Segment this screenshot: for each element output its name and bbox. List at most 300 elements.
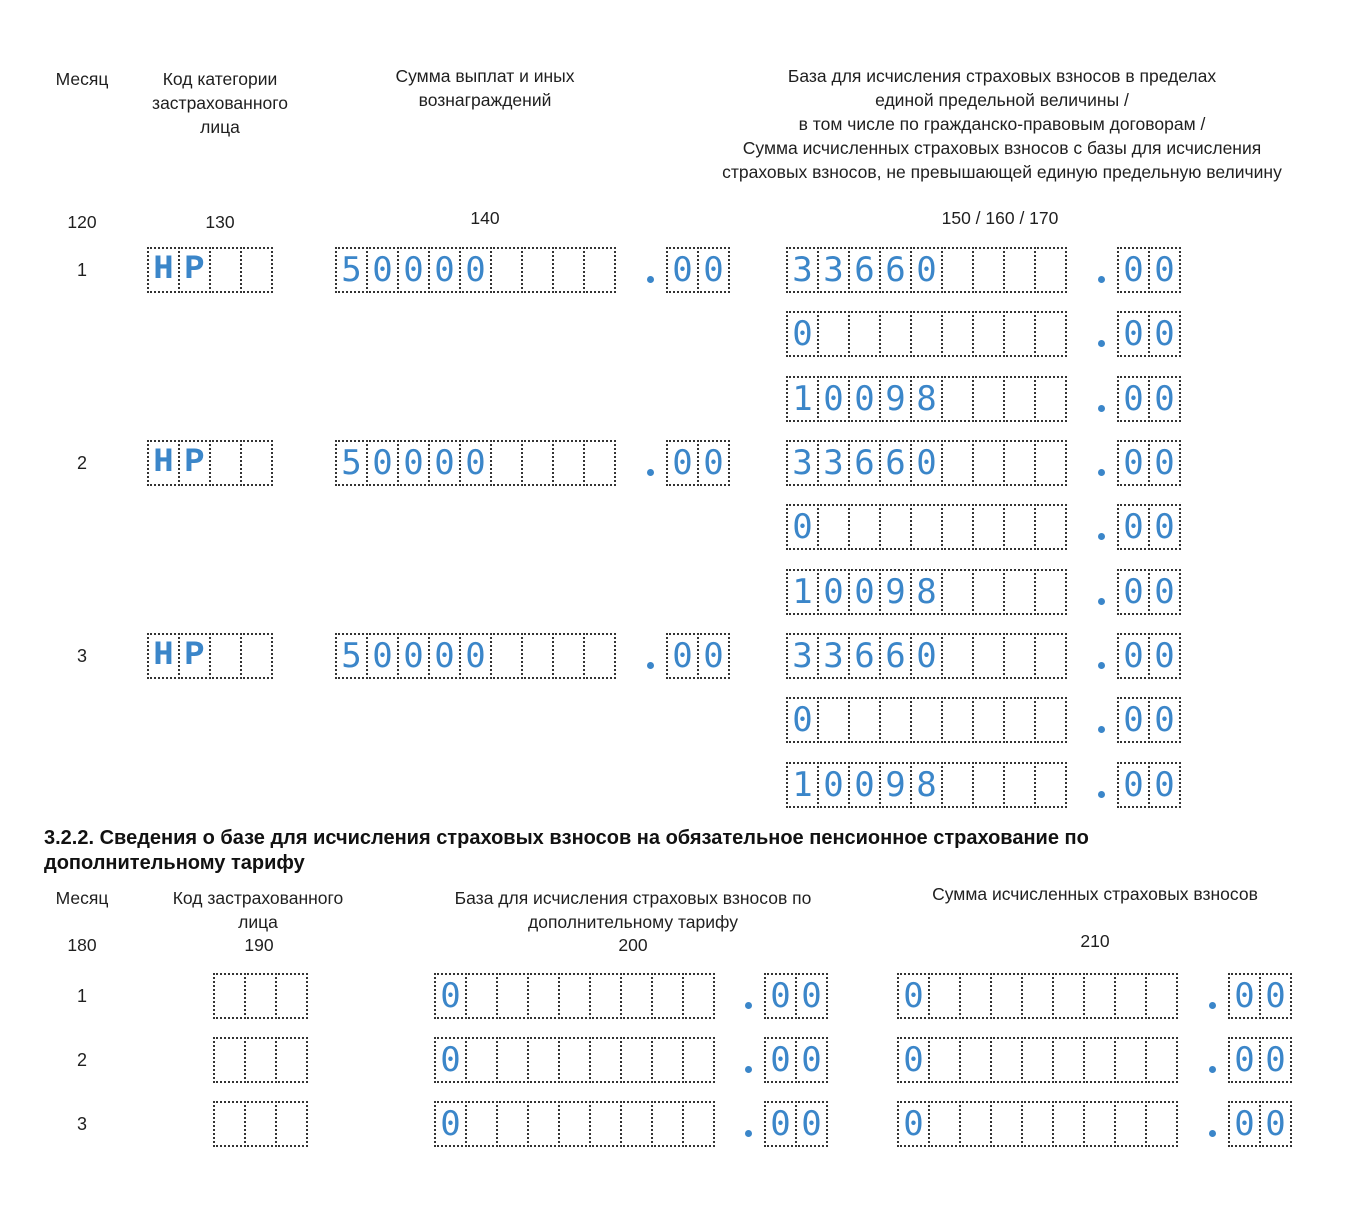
base-field-integer-cell[interactable] <box>972 762 1005 808</box>
additional-base-field-integer-cell[interactable] <box>620 973 653 1019</box>
contributions-sum-field-integer-cell[interactable] <box>1114 1037 1147 1083</box>
additional-base-field-integer-cell[interactable] <box>651 1101 684 1147</box>
base-field-decimal-cell[interactable]: 0 <box>1117 376 1150 422</box>
payments-field-integer[interactable] <box>335 247 616 293</box>
base-field-integer-cell[interactable]: 8 <box>910 376 943 422</box>
decimal-point <box>1098 726 1105 733</box>
base-field-integer[interactable] <box>786 697 1067 743</box>
category-code-field[interactable] <box>147 440 273 486</box>
header-insured-code-line: Код застрахованного <box>172 888 344 908</box>
code-120: 120 <box>67 212 97 232</box>
contributions-sum-field-integer-cell[interactable] <box>959 1101 992 1147</box>
base-field-integer-cell[interactable] <box>972 569 1005 615</box>
contributions-sum-field-integer-cell[interactable] <box>1083 1101 1116 1147</box>
contributions-sum-field-decimal-cell[interactable]: 0 <box>1228 973 1261 1019</box>
additional-base-field-integer[interactable] <box>434 1101 715 1147</box>
payments-field-integer-cell[interactable] <box>521 247 554 293</box>
contributions-sum-field-integer-cell[interactable] <box>1052 1101 1085 1147</box>
base-field-integer-cell[interactable]: 0 <box>786 504 819 550</box>
payments-field-decimal-cell[interactable]: 0 <box>666 633 699 679</box>
additional-base-field-integer-cell[interactable] <box>527 1101 560 1147</box>
insured-code-field-cell[interactable] <box>275 973 308 1019</box>
base-field-decimal[interactable] <box>1117 376 1181 422</box>
base-field-integer-cell[interactable] <box>1034 569 1067 615</box>
base-field-integer[interactable] <box>786 376 1067 422</box>
contributions-sum-field-integer-cell[interactable]: 0 <box>897 1101 930 1147</box>
payments-field-integer-cell[interactable]: 0 <box>428 247 461 293</box>
base-field-decimal-cell[interactable]: 0 <box>1117 440 1150 486</box>
base-field-decimal[interactable] <box>1117 311 1181 357</box>
additional-base-field-integer-cell[interactable] <box>682 1037 715 1083</box>
insured-code-field[interactable] <box>213 973 308 1019</box>
base-field-decimal-cell[interactable]: 0 <box>1148 311 1181 357</box>
base-field-decimal-cell[interactable]: 0 <box>1148 697 1181 743</box>
base-field-decimal[interactable] <box>1117 504 1181 550</box>
base-field-integer-cell[interactable]: 3 <box>786 440 819 486</box>
base-field-integer-cell[interactable]: 0 <box>817 762 850 808</box>
contributions-sum-field-integer-cell[interactable] <box>1114 973 1147 1019</box>
additional-base-field-integer-cell[interactable] <box>589 1037 622 1083</box>
additional-base-field-integer-cell[interactable] <box>527 973 560 1019</box>
base-field-decimal-cell[interactable]: 0 <box>1117 247 1150 293</box>
contributions-sum-field-integer-cell[interactable] <box>1083 1037 1116 1083</box>
payments-field-decimal-cell[interactable]: 0 <box>697 247 730 293</box>
category-code-field-cell[interactable] <box>240 247 273 293</box>
code-200: 200 <box>618 935 648 955</box>
base-field-decimal-cell[interactable]: 0 <box>1117 762 1150 808</box>
base-field-integer-cell[interactable] <box>848 504 881 550</box>
base-field-integer-cell[interactable] <box>1003 504 1036 550</box>
payments-field-integer-cell[interactable]: 0 <box>366 633 399 679</box>
base-field-integer-cell[interactable] <box>1003 762 1036 808</box>
payments-field-integer-cell[interactable] <box>490 440 523 486</box>
payments-field-integer-cell[interactable] <box>583 633 616 679</box>
base-field-integer-cell[interactable]: 0 <box>817 569 850 615</box>
base-field-integer-cell[interactable]: 8 <box>910 762 943 808</box>
category-code-field-cell[interactable]: Р <box>178 440 211 486</box>
code-210: 210 <box>1080 931 1110 951</box>
base-field-integer-cell[interactable] <box>1003 247 1036 293</box>
additional-base-field-decimal-cell[interactable]: 0 <box>764 1037 797 1083</box>
base-field-integer-cell[interactable] <box>817 504 850 550</box>
additional-base-field-integer-cell[interactable] <box>682 973 715 1019</box>
base-field-decimal-cell[interactable]: 0 <box>1148 762 1181 808</box>
insured-code-field[interactable] <box>213 1037 308 1083</box>
category-code-field-cell[interactable]: Н <box>147 633 180 679</box>
base-field-decimal-cell[interactable]: 0 <box>1148 376 1181 422</box>
payments-field-integer-cell[interactable] <box>583 440 616 486</box>
base-field-decimal-cell[interactable]: 0 <box>1148 504 1181 550</box>
additional-base-field-decimal-cell[interactable]: 0 <box>795 1101 828 1147</box>
month-number: 3 <box>76 646 87 666</box>
base-field-integer-cell[interactable]: 0 <box>910 440 943 486</box>
decimal-point <box>647 662 654 669</box>
base-field-integer-cell[interactable]: 6 <box>848 440 881 486</box>
base-field-integer-cell[interactable] <box>941 504 974 550</box>
additional-base-field-integer-cell[interactable] <box>496 1037 529 1083</box>
contributions-sum-field-decimal-cell[interactable]: 0 <box>1259 1101 1292 1147</box>
contributions-sum-field-decimal-cell[interactable]: 0 <box>1259 1037 1292 1083</box>
contributions-sum-field-decimal[interactable] <box>1228 1037 1292 1083</box>
additional-base-field-integer-cell[interactable] <box>496 1101 529 1147</box>
base-field-integer-cell[interactable] <box>972 247 1005 293</box>
contributions-sum-field-integer-cell[interactable] <box>1021 1101 1054 1147</box>
base-field-integer-cell[interactable]: 6 <box>848 633 881 679</box>
base-field-decimal[interactable] <box>1117 697 1181 743</box>
contributions-sum-field-integer-cell[interactable] <box>1114 1101 1147 1147</box>
decimal-point <box>1098 662 1105 669</box>
base-field-integer-cell[interactable]: 0 <box>910 247 943 293</box>
base-field-integer-cell[interactable] <box>941 247 974 293</box>
code-140: 140 <box>470 208 500 228</box>
contributions-sum-field-decimal[interactable] <box>1228 973 1292 1019</box>
contributions-sum-field-integer[interactable] <box>897 973 1178 1019</box>
base-field-integer-cell[interactable]: 0 <box>848 569 881 615</box>
base-field-integer-cell[interactable]: 3 <box>817 440 850 486</box>
base-field-integer-cell[interactable] <box>879 311 912 357</box>
payments-field-integer-cell[interactable]: 5 <box>335 440 368 486</box>
header-category-code-line: застрахованного <box>152 93 288 113</box>
contributions-sum-field-integer-cell[interactable] <box>928 1037 961 1083</box>
payments-field-integer-cell[interactable]: 0 <box>428 440 461 486</box>
additional-base-field-integer-cell[interactable] <box>682 1101 715 1147</box>
category-code-field[interactable] <box>147 247 273 293</box>
base-field-decimal-cell[interactable]: 0 <box>1148 569 1181 615</box>
base-field-integer-cell[interactable]: 3 <box>817 633 850 679</box>
additional-base-field-integer-cell[interactable] <box>651 973 684 1019</box>
base-field-integer-cell[interactable]: 0 <box>848 376 881 422</box>
base-field-integer-cell[interactable] <box>848 311 881 357</box>
base-field-integer-cell[interactable] <box>972 697 1005 743</box>
base-field-decimal-cell[interactable]: 0 <box>1117 569 1150 615</box>
base-field-integer-cell[interactable] <box>848 697 881 743</box>
contributions-sum-field-integer-cell[interactable] <box>1021 1037 1054 1083</box>
contributions-sum-field-integer-cell[interactable] <box>959 973 992 1019</box>
base-field-integer-cell[interactable]: 6 <box>879 247 912 293</box>
base-field-integer-cell[interactable]: 6 <box>879 440 912 486</box>
contributions-sum-field-integer-cell[interactable] <box>1052 973 1085 1019</box>
base-field-integer-cell[interactable] <box>941 440 974 486</box>
insured-code-field-cell[interactable] <box>244 1101 277 1147</box>
base-field-integer-cell[interactable] <box>1034 633 1067 679</box>
base-field-integer-cell[interactable] <box>910 504 943 550</box>
base-field-integer-cell[interactable]: 9 <box>879 762 912 808</box>
decimal-point <box>1098 598 1105 605</box>
base-field-integer-cell[interactable]: 9 <box>879 569 912 615</box>
additional-base-field-integer-cell[interactable] <box>496 973 529 1019</box>
category-code-field-cell[interactable] <box>209 633 242 679</box>
base-field-integer[interactable] <box>786 569 1067 615</box>
insured-code-field-cell[interactable] <box>275 1037 308 1083</box>
base-field-integer-cell[interactable]: 0 <box>848 762 881 808</box>
base-field-integer-cell[interactable]: 3 <box>817 247 850 293</box>
additional-base-field-integer-cell[interactable] <box>620 1037 653 1083</box>
insured-code-field-cell[interactable] <box>213 973 246 1019</box>
contributions-sum-field-integer-cell[interactable] <box>928 973 961 1019</box>
category-code-field-cell[interactable] <box>240 440 273 486</box>
payments-field-integer-cell[interactable]: 0 <box>397 633 430 679</box>
base-field-integer-cell[interactable] <box>972 504 1005 550</box>
category-code-field-cell[interactable]: Р <box>178 247 211 293</box>
additional-base-field-integer-cell[interactable] <box>558 973 591 1019</box>
insured-code-field-cell[interactable] <box>275 1101 308 1147</box>
additional-base-field-integer-cell[interactable] <box>620 1101 653 1147</box>
decimal-point <box>1098 533 1105 540</box>
decimal-point <box>1209 1066 1216 1073</box>
payments-field-decimal-cell[interactable]: 0 <box>666 440 699 486</box>
base-field-integer[interactable] <box>786 311 1067 357</box>
contributions-sum-field-integer-cell[interactable] <box>990 973 1023 1019</box>
base-field-decimal-cell[interactable]: 0 <box>1148 247 1181 293</box>
payments-field-decimal[interactable] <box>666 440 730 486</box>
payments-field-integer-cell[interactable] <box>552 633 585 679</box>
additional-base-field-integer-cell[interactable] <box>465 973 498 1019</box>
base-field-integer[interactable] <box>786 247 1067 293</box>
additional-base-field-integer-cell[interactable]: 0 <box>434 973 467 1019</box>
payments-field-integer[interactable] <box>335 440 616 486</box>
contributions-sum-field-decimal[interactable] <box>1228 1101 1292 1147</box>
decimal-point <box>745 1066 752 1073</box>
payments-field-integer-cell[interactable] <box>552 247 585 293</box>
additional-base-field-integer-cell[interactable] <box>558 1101 591 1147</box>
base-field-integer-cell[interactable] <box>910 311 943 357</box>
additional-base-field-integer-cell[interactable] <box>465 1037 498 1083</box>
base-field-integer-cell[interactable] <box>941 376 974 422</box>
base-field-integer-cell[interactable] <box>1003 697 1036 743</box>
base-field-decimal[interactable] <box>1117 633 1181 679</box>
contributions-sum-field-integer-cell[interactable] <box>990 1037 1023 1083</box>
contributions-sum-field-integer-cell[interactable] <box>1021 973 1054 1019</box>
base-field-integer-cell[interactable]: 0 <box>910 633 943 679</box>
contributions-sum-field-integer-cell[interactable]: 0 <box>897 1037 930 1083</box>
payments-field-integer-cell[interactable]: 0 <box>397 440 430 486</box>
additional-base-field-integer[interactable] <box>434 973 715 1019</box>
header-base-322 <box>420 886 846 934</box>
category-code-field-cell[interactable] <box>209 247 242 293</box>
base-field-integer-cell[interactable] <box>1003 569 1036 615</box>
base-field-integer-cell[interactable] <box>941 633 974 679</box>
payments-field-decimal-cell[interactable]: 0 <box>666 247 699 293</box>
base-field-integer-cell[interactable] <box>972 311 1005 357</box>
decimal-point <box>1098 276 1105 283</box>
category-code-field-cell[interactable]: Н <box>147 247 180 293</box>
base-field-integer-cell[interactable] <box>941 569 974 615</box>
header-base-322-line: База для исчисления страховых взносов по <box>454 888 812 908</box>
base-field-integer-cell[interactable] <box>1034 247 1067 293</box>
additional-base-field-integer-cell[interactable] <box>527 1037 560 1083</box>
header-payments-line: вознаграждений <box>418 90 552 110</box>
additional-base-field-decimal-cell[interactable]: 0 <box>764 973 797 1019</box>
base-field-integer-cell[interactable] <box>1003 311 1036 357</box>
payments-field-integer-cell[interactable] <box>490 247 523 293</box>
decimal-point <box>647 276 654 283</box>
insured-code-field-cell[interactable] <box>244 1037 277 1083</box>
payments-field-decimal[interactable] <box>666 247 730 293</box>
base-field-integer-cell[interactable] <box>879 504 912 550</box>
payments-field-integer-cell[interactable]: 0 <box>428 633 461 679</box>
base-field-integer[interactable] <box>786 504 1067 550</box>
payments-field-integer-cell[interactable] <box>552 440 585 486</box>
header-base-line: База для исчисления страховых взносов в пределах <box>787 66 1217 86</box>
base-field-integer-cell[interactable]: 1 <box>786 376 819 422</box>
payments-field-integer-cell[interactable]: 0 <box>459 247 492 293</box>
base-field-integer-cell[interactable] <box>1034 376 1067 422</box>
additional-base-field-decimal[interactable] <box>764 1101 828 1147</box>
payments-field-integer-cell[interactable] <box>521 440 554 486</box>
base-field-integer-cell[interactable] <box>1003 440 1036 486</box>
base-field-integer-cell[interactable] <box>817 697 850 743</box>
base-field-integer-cell[interactable]: 6 <box>879 633 912 679</box>
base-field-integer-cell[interactable] <box>1034 697 1067 743</box>
base-field-integer[interactable] <box>786 633 1067 679</box>
insured-code-field[interactable] <box>213 1101 308 1147</box>
insured-code-field-cell[interactable] <box>244 973 277 1019</box>
payments-field-integer-cell[interactable]: 5 <box>335 633 368 679</box>
payments-field-integer[interactable] <box>335 633 616 679</box>
contributions-sum-field-integer-cell[interactable] <box>1052 1037 1085 1083</box>
base-field-integer-cell[interactable] <box>1003 376 1036 422</box>
header-base-line: страховых взносов, не превышающей единую предельную величину <box>722 162 1282 182</box>
category-code-field-cell[interactable] <box>209 440 242 486</box>
payments-field-decimal-cell[interactable]: 0 <box>697 633 730 679</box>
contributions-sum-field-integer[interactable] <box>897 1101 1178 1147</box>
base-field-integer-cell[interactable] <box>941 762 974 808</box>
base-field-integer-cell[interactable]: 0 <box>786 311 819 357</box>
category-code-field-cell[interactable] <box>240 633 273 679</box>
insured-code-field-cell[interactable] <box>213 1101 246 1147</box>
additional-base-field-decimal-cell[interactable]: 0 <box>764 1101 797 1147</box>
payments-field-integer-cell[interactable]: 5 <box>335 247 368 293</box>
payments-field-integer-cell[interactable]: 0 <box>397 247 430 293</box>
section-322-title-line: 3.2.2. Сведения о базе для исчисления страховых взносов на обязательное пенсионное страхование по <box>44 827 1089 849</box>
payments-field-integer-cell[interactable] <box>490 633 523 679</box>
base-field-integer-cell[interactable] <box>972 376 1005 422</box>
decimal-point <box>1098 469 1105 476</box>
base-field-integer-cell[interactable] <box>910 697 943 743</box>
base-field-integer-cell[interactable] <box>1003 633 1036 679</box>
additional-base-field-decimal[interactable] <box>764 973 828 1019</box>
category-code-field-cell[interactable]: Н <box>147 440 180 486</box>
contributions-sum-field-integer-cell[interactable]: 0 <box>897 973 930 1019</box>
base-field-integer-cell[interactable]: 1 <box>786 569 819 615</box>
base-field-integer[interactable] <box>786 762 1067 808</box>
base-field-integer-cell[interactable] <box>941 311 974 357</box>
additional-base-field-integer-cell[interactable] <box>558 1037 591 1083</box>
base-field-integer-cell[interactable] <box>879 697 912 743</box>
decimal-point <box>647 469 654 476</box>
payments-field-integer-cell[interactable]: 0 <box>459 440 492 486</box>
base-field-integer-cell[interactable]: 9 <box>879 376 912 422</box>
base-field-integer-cell[interactable] <box>941 697 974 743</box>
contributions-sum-field-integer[interactable] <box>897 1037 1178 1083</box>
category-code-field-cell[interactable]: Р <box>178 633 211 679</box>
payments-field-decimal[interactable] <box>666 633 730 679</box>
additional-base-field-decimal-cell[interactable]: 0 <box>795 973 828 1019</box>
base-field-decimal[interactable] <box>1117 569 1181 615</box>
contributions-sum-field-integer-cell[interactable] <box>1145 973 1178 1019</box>
decimal-point <box>1098 340 1105 347</box>
base-field-integer-cell[interactable] <box>972 633 1005 679</box>
base-field-decimal-cell[interactable]: 0 <box>1117 697 1150 743</box>
insured-code-field-cell[interactable] <box>213 1037 246 1083</box>
decimal-point <box>745 1002 752 1009</box>
additional-base-field-integer-cell[interactable] <box>465 1101 498 1147</box>
payments-field-integer-cell[interactable]: 0 <box>366 440 399 486</box>
payments-field-integer-cell[interactable]: 0 <box>366 247 399 293</box>
payments-field-integer-cell[interactable] <box>521 633 554 679</box>
decimal-point <box>1098 791 1105 798</box>
base-field-integer[interactable] <box>786 440 1067 486</box>
decimal-point <box>1209 1130 1216 1137</box>
contributions-sum-field-decimal-cell[interactable]: 0 <box>1259 973 1292 1019</box>
base-field-integer-cell[interactable]: 3 <box>786 247 819 293</box>
contributions-sum-field-integer-cell[interactable] <box>1145 1101 1178 1147</box>
payments-field-decimal-cell[interactable]: 0 <box>697 440 730 486</box>
base-field-decimal-cell[interactable]: 0 <box>1117 311 1150 357</box>
base-field-decimal[interactable] <box>1117 440 1181 486</box>
base-field-decimal-cell[interactable]: 0 <box>1148 633 1181 679</box>
contributions-sum-field-integer-cell[interactable] <box>1083 973 1116 1019</box>
contributions-sum-field-integer-cell[interactable] <box>1145 1037 1178 1083</box>
base-field-integer-cell[interactable]: 0 <box>786 697 819 743</box>
contributions-sum-field-integer-cell[interactable] <box>990 1101 1023 1147</box>
base-field-decimal-cell[interactable]: 0 <box>1117 633 1150 679</box>
base-field-decimal[interactable] <box>1117 762 1181 808</box>
contributions-sum-field-decimal-cell[interactable]: 0 <box>1228 1037 1261 1083</box>
additional-base-field-integer-cell[interactable] <box>589 1101 622 1147</box>
header-base-line: в том числе по гражданско-правовым договорам / <box>798 114 1206 134</box>
month-number: 1 <box>76 986 87 1006</box>
header-payments <box>360 64 610 112</box>
base-field-decimal-cell[interactable]: 0 <box>1117 504 1150 550</box>
additional-base-field-integer-cell[interactable] <box>651 1037 684 1083</box>
header-category-code-line: Код категории <box>162 69 278 89</box>
month-number: 2 <box>76 453 87 473</box>
payments-field-integer-cell[interactable]: 0 <box>459 633 492 679</box>
payments-field-integer-cell[interactable] <box>583 247 616 293</box>
additional-base-field-integer[interactable] <box>434 1037 715 1083</box>
base-field-integer-cell[interactable] <box>817 311 850 357</box>
decimal-point <box>745 1130 752 1137</box>
base-field-integer-cell[interactable] <box>1034 440 1067 486</box>
additional-base-field-integer-cell[interactable] <box>589 973 622 1019</box>
month-number: 2 <box>76 1050 87 1070</box>
category-code-field[interactable] <box>147 633 273 679</box>
header-month: Месяц <box>55 69 109 89</box>
additional-base-field-integer-cell[interactable]: 0 <box>434 1101 467 1147</box>
base-field-integer-cell[interactable] <box>1034 762 1067 808</box>
base-field-integer-cell[interactable]: 0 <box>817 376 850 422</box>
additional-base-field-integer-cell[interactable]: 0 <box>434 1037 467 1083</box>
header-base-line: единой предельной величины / <box>875 90 1129 110</box>
base-field-integer-cell[interactable] <box>1034 311 1067 357</box>
base-field-integer-cell[interactable] <box>1034 504 1067 550</box>
contributions-sum-field-integer-cell[interactable] <box>928 1101 961 1147</box>
base-field-integer-cell[interactable]: 1 <box>786 762 819 808</box>
contributions-sum-field-integer-cell[interactable] <box>959 1037 992 1083</box>
additional-base-field-decimal[interactable] <box>764 1037 828 1083</box>
base-field-integer-cell[interactable]: 6 <box>848 247 881 293</box>
base-field-decimal-cell[interactable]: 0 <box>1148 440 1181 486</box>
base-field-integer-cell[interactable]: 3 <box>786 633 819 679</box>
contributions-sum-field-decimal-cell[interactable]: 0 <box>1228 1101 1261 1147</box>
base-field-integer-cell[interactable] <box>972 440 1005 486</box>
additional-base-field-decimal-cell[interactable]: 0 <box>795 1037 828 1083</box>
base-field-decimal[interactable] <box>1117 247 1181 293</box>
decimal-point <box>1209 1002 1216 1009</box>
header-insured-code <box>150 886 366 934</box>
base-field-integer-cell[interactable]: 8 <box>910 569 943 615</box>
